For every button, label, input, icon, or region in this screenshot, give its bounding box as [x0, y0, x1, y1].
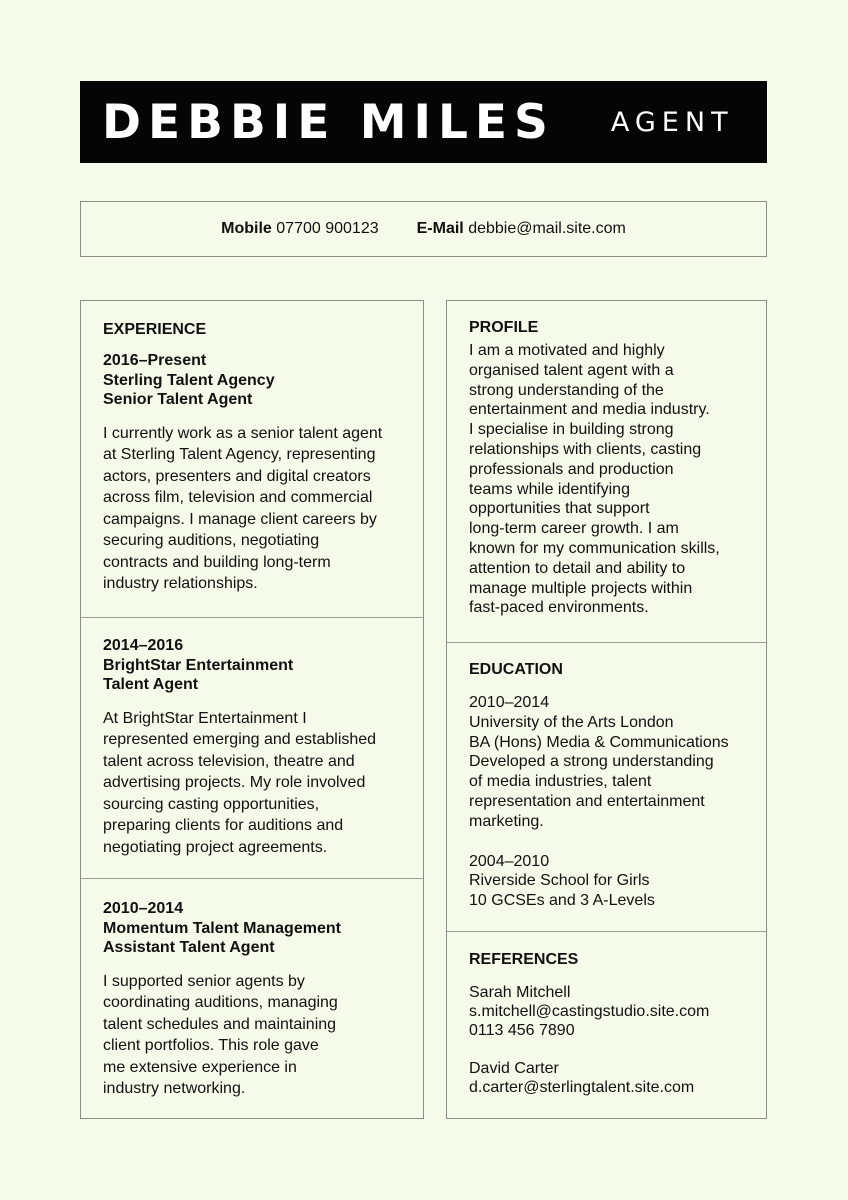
text-line: University of the Arts London — [469, 713, 674, 731]
text-line: represented emerging and established — [103, 731, 377, 748]
text-line: advertising projects. My role involved — [103, 774, 366, 791]
text-line: opportunities that support — [469, 500, 650, 518]
text-line: manage multiple projects within — [469, 579, 693, 597]
sidebar-column — [446, 300, 767, 1119]
text-line: industry relationships. — [103, 575, 258, 592]
text-line: known for my communication skills, — [469, 539, 720, 557]
text-line: At BrightStar Entertainment I — [103, 709, 307, 727]
text-line: talent across television, theatre and — [103, 752, 355, 770]
text-line: across film, television and commercial — [103, 489, 373, 506]
text-line: campaigns. I manage client careers by — [103, 510, 377, 528]
profile-text — [469, 341, 766, 618]
experience-job-2 — [81, 617, 423, 858]
job-title: Assistant Talent Agent — [103, 939, 275, 956]
mobile-label: Mobile — [221, 220, 272, 237]
job-dates: 2016–Present — [103, 352, 207, 369]
experience-job-3 — [81, 878, 423, 1100]
education-entry — [469, 852, 766, 911]
text-line: I currently work as a senior talent agent — [103, 424, 383, 442]
reference-email: d.carter@sterlingtalent.site.com — [469, 1079, 695, 1096]
education-section — [447, 642, 766, 911]
text-line: me extensive experience in — [103, 1058, 297, 1076]
text-line: contracts and building long-term — [103, 553, 331, 571]
experience-heading: EXPERIENCE — [103, 321, 207, 338]
text-line: 2010–2014 — [469, 694, 550, 711]
text-line: Developed a strong understanding — [469, 753, 714, 771]
text-line: at Sterling Talent Agency, representing — [103, 446, 376, 463]
text-line: securing auditions, negotiating — [103, 532, 320, 549]
mobile-number: 07700 900123 — [276, 220, 379, 237]
text-line: sourcing casting opportunities, — [103, 795, 320, 813]
job-title: Senior Talent Agent — [103, 391, 253, 408]
reference-entry — [469, 1059, 766, 1097]
text-line: marketing. — [469, 812, 544, 830]
profile-heading: PROFILE — [469, 319, 539, 336]
text-line: industry networking. — [103, 1080, 246, 1097]
text-line: organised talent agent with a — [469, 361, 674, 379]
text-line: entertainment and media industry. — [469, 401, 710, 419]
text-line: relationships with clients, casting — [469, 440, 702, 458]
text-line: I specialise in building strong — [469, 421, 674, 439]
text-line: of media industries, talent — [469, 773, 652, 791]
job-description — [103, 423, 423, 595]
references-section — [447, 931, 766, 1097]
job-company: BrightStar Entertainment — [103, 656, 294, 674]
text-line: client portfolios. This role gave — [103, 1037, 319, 1054]
job-description — [103, 971, 423, 1100]
job-dates: 2014–2016 — [103, 637, 184, 654]
education-entry — [469, 693, 766, 832]
resume-header — [80, 81, 767, 163]
reference-name: Sarah Mitchell — [469, 984, 571, 1001]
experience-job-1 — [81, 321, 423, 595]
text-line: long-term career growth. I am — [469, 520, 679, 538]
reference-entry — [469, 983, 766, 1040]
job-description — [103, 708, 423, 859]
text-line: actors, presenters and digital creators — [103, 467, 371, 485]
job-company: Sterling Talent Agency — [103, 371, 275, 389]
reference-email: s.mitchell@castingstudio.site.com — [469, 1003, 710, 1020]
profile-section — [447, 319, 766, 618]
text-line: teams while identifying — [469, 480, 630, 498]
text-line: representation and entertainment — [469, 792, 705, 810]
text-line: attention to detail and ability to — [469, 559, 686, 577]
email-address: debbie@mail.site.com — [468, 220, 626, 237]
email-label: E-Mail — [416, 220, 464, 237]
text-line: 2004–2010 — [469, 852, 550, 870]
text-line: I supported senior agents by — [103, 972, 305, 990]
job-company: Momentum Talent Management — [103, 919, 341, 937]
text-line: preparing clients for auditions and — [103, 817, 344, 834]
text-line: negotiating project agreements. — [103, 838, 328, 856]
job-dates: 2010–2014 — [103, 900, 184, 917]
text-line: 10 GCSEs and 3 A-Levels — [469, 892, 655, 910]
reference-phone: 0113 456 7890 — [469, 1022, 575, 1039]
candidate-role: AGENT — [610, 106, 734, 138]
text-line: strong understanding of the — [469, 381, 664, 399]
contact-bar — [80, 201, 767, 257]
job-title: Talent Agent — [103, 676, 199, 693]
reference-name: David Carter — [469, 1060, 559, 1077]
candidate-name: DEBBIE MILES — [102, 94, 555, 150]
text-line: coordinating auditions, managing — [103, 994, 338, 1011]
text-line: I am a motivated and highly — [469, 342, 665, 359]
experience-column — [80, 300, 424, 1119]
text-line: Riverside School for Girls — [469, 872, 650, 890]
text-line: professionals and production — [469, 460, 674, 478]
education-heading: EDUCATION — [469, 661, 563, 678]
references-heading: REFERENCES — [469, 951, 579, 968]
text-line: talent schedules and maintaining — [103, 1015, 337, 1033]
text-line: BA (Hons) Media & Communications — [469, 733, 729, 751]
text-line: fast-paced environments. — [469, 599, 649, 617]
